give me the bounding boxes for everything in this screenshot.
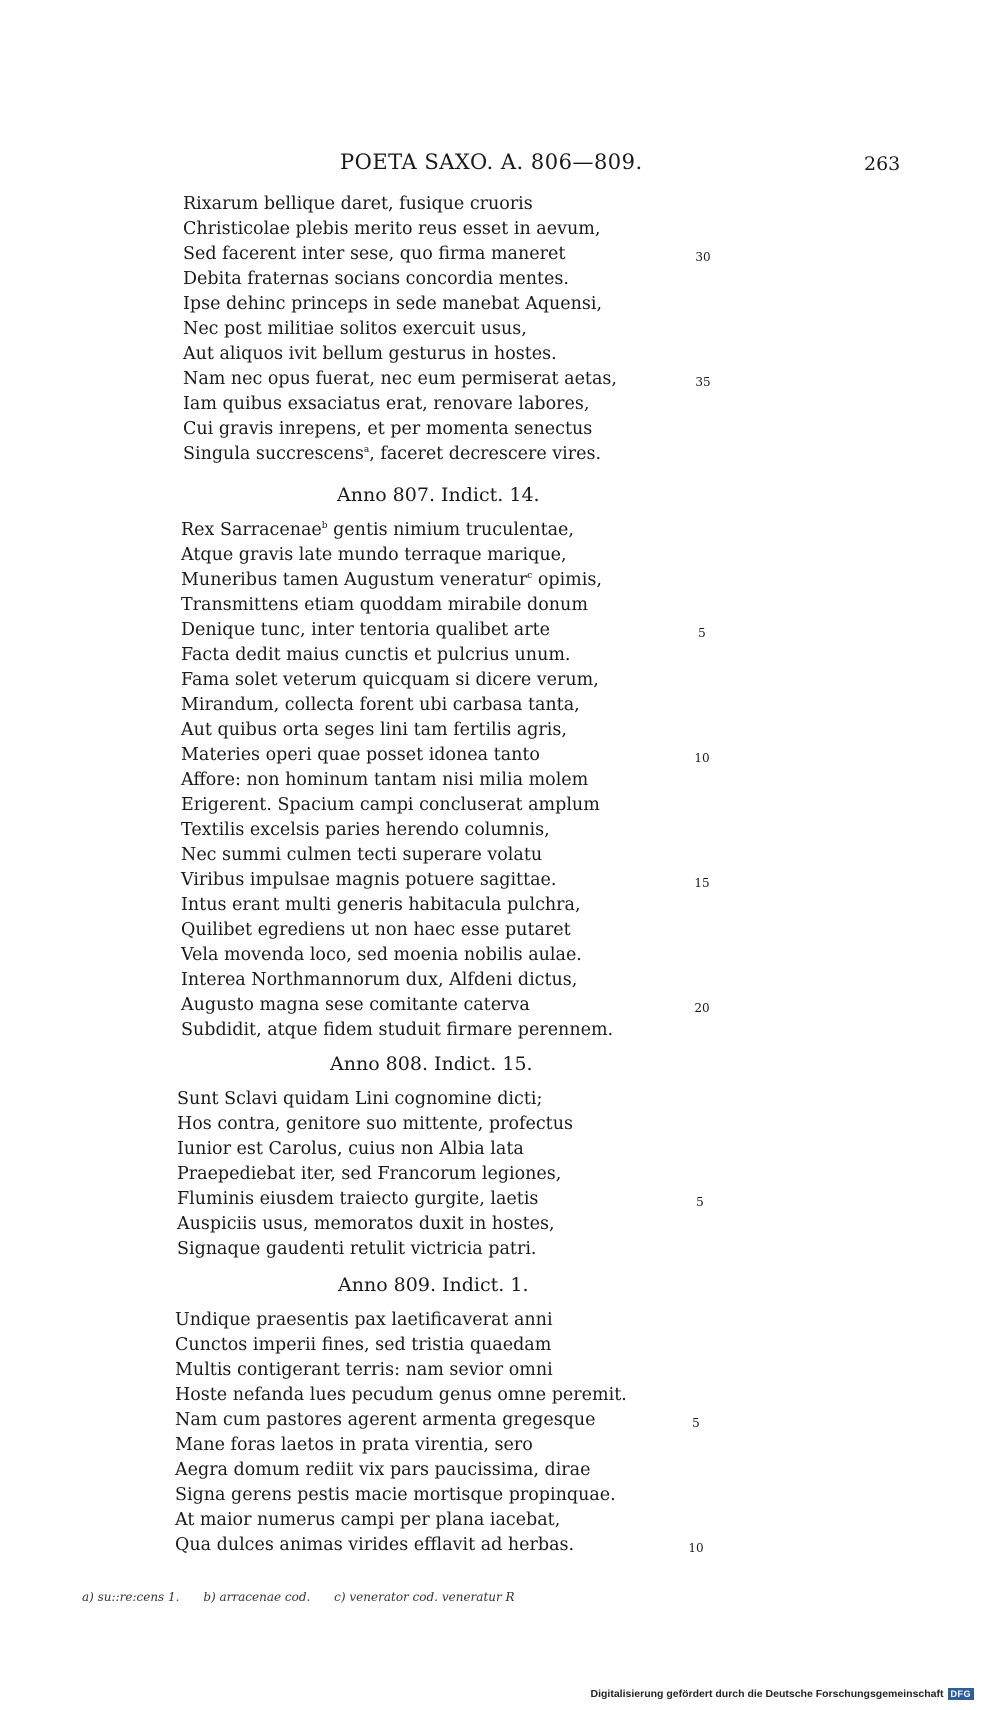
verse-text: Viribus impulsae magnis potuere sagittae. xyxy=(181,870,557,890)
verse-text: Intus erant multi generis habitacula pulchra, xyxy=(181,895,581,915)
verse-line xyxy=(0,568,1000,593)
verse-line xyxy=(0,267,1000,292)
verse-line xyxy=(0,217,1000,242)
verse-text: Nec post militiae solitos exercuit usus, xyxy=(183,319,527,339)
verse-block-808 xyxy=(0,1087,1000,1262)
verse-line xyxy=(0,1533,1000,1558)
verse-line xyxy=(0,693,1000,718)
verse-text: Christicolae plebis merito reus esset in aevum, xyxy=(183,219,601,239)
verse-line xyxy=(0,768,1000,793)
verse-text: Materies operi quae posset idonea tanto xyxy=(181,745,540,765)
verse-text: Atque gravis late mundo terraque marique, xyxy=(181,545,567,565)
verse-text: Vela movenda loco, sed moenia nobilis aulae. xyxy=(181,945,582,965)
verse-text: Erigerent. Spacium campi concluserat amplum xyxy=(181,795,600,815)
footnotes xyxy=(82,1590,535,1604)
line-number: 30 xyxy=(695,250,711,264)
verse-line xyxy=(0,317,1000,342)
line-number: 10 xyxy=(694,751,710,765)
verse-text: Textilis excelsis paries herendo columnis, xyxy=(181,820,550,840)
verse-text: Subdidit, atque fidem studuit firmare perennem. xyxy=(181,1020,614,1040)
verse-line xyxy=(0,543,1000,568)
verse-line xyxy=(0,1018,1000,1043)
verse-text: Debita fraternas socians concordia mentes. xyxy=(183,269,569,289)
line-number: 15 xyxy=(694,876,710,890)
verse-text: Ipse dehinc princeps in sede manebat Aquensi, xyxy=(183,294,603,314)
verse-text: Affore: non hominum tantam nisi milia molem xyxy=(181,770,589,790)
verse-text: Rex Sarracenae$^b$ gentis nimium truculentae, xyxy=(181,520,574,540)
verse-text: Mirandum, collecta forent ubi carbasa tanta, xyxy=(181,695,580,715)
verse-line xyxy=(0,993,1000,1018)
verse-text: Singula succrescens$^a$, faceret decrescere vires. xyxy=(183,444,602,464)
verse-line xyxy=(0,1112,1000,1137)
verse-line xyxy=(0,668,1000,693)
page-number: 263 xyxy=(864,153,901,175)
verse-text: Signa gerens pestis macie mortisque propinquae. xyxy=(175,1485,616,1505)
verse-text: Aegra domum rediit vix pars paucissima, dirae xyxy=(175,1460,591,1480)
heading-anno-807: Anno 807. Indict. 14. xyxy=(337,484,540,506)
verse-text: Qua dulces animas virides efflavit ad herbas. xyxy=(175,1535,575,1555)
verse-line xyxy=(0,593,1000,618)
verse-text: Sunt Sclavi quidam Lini cognomine dicti; xyxy=(177,1089,543,1109)
verse-line xyxy=(0,868,1000,893)
footnote-a: a) su::re:cens 1. xyxy=(82,1590,180,1604)
verse-line xyxy=(0,743,1000,768)
verse-text: Iunior est Carolus, cuius non Albia lata xyxy=(177,1139,524,1159)
verse-line xyxy=(0,1162,1000,1187)
verse-text: Aut aliquos ivit bellum gesturus in hostes. xyxy=(183,344,557,364)
verse-text: Cunctos imperii fines, sed tristia quaedam xyxy=(175,1335,552,1355)
verse-line xyxy=(0,918,1000,943)
footnote-marker: b xyxy=(321,521,328,532)
verse-line xyxy=(0,1508,1000,1533)
verse-text: Quilibet egrediens ut non haec esse putaret xyxy=(181,920,571,940)
verse-line xyxy=(0,1358,1000,1383)
line-number: 35 xyxy=(695,375,711,389)
verse-line xyxy=(0,292,1000,317)
verse-text: Nam cum pastores agerent armenta gregesque xyxy=(175,1410,596,1430)
verse-text: Undique praesentis pax laetificaverat anni xyxy=(175,1310,553,1330)
footnote-b: b) arracenae cod. xyxy=(203,1590,311,1604)
heading-anno-808: Anno 808. Indict. 15. xyxy=(330,1053,533,1075)
verse-text: Denique tunc, inter tentoria qualibet arte xyxy=(181,620,550,640)
verse-text: At maior numerus campi per plana iacebat, xyxy=(175,1510,561,1530)
credit-text: Digitalisierung gefördert durch die Deutsche Forschungsgemeinschaft xyxy=(590,1688,944,1700)
verse-text: Multis contigerant terris: nam sevior omni xyxy=(175,1360,553,1380)
verse-line xyxy=(0,1237,1000,1262)
verse-line xyxy=(0,818,1000,843)
verse-text: Aut quibus orta seges lini tam fertilis agris, xyxy=(181,720,567,740)
verse-text: Nam nec opus fuerat, nec eum permiserat aetas, xyxy=(183,369,617,389)
verse-line xyxy=(0,1458,1000,1483)
verse-line xyxy=(0,1212,1000,1237)
verse-text: Iam quibus exsaciatus erat, renovare labores, xyxy=(183,394,590,414)
verse-line xyxy=(0,1333,1000,1358)
verse-line xyxy=(0,943,1000,968)
verse-line xyxy=(0,1308,1000,1333)
footnote-c: c) venerator cod. veneratur R xyxy=(334,1590,515,1604)
line-number: 5 xyxy=(692,1416,700,1430)
verse-text: Hoste nefanda lues pecudum genus omne peremit. xyxy=(175,1385,627,1405)
verse-text: Augusto magna sese comitante caterva xyxy=(181,995,530,1015)
verse-text: Interea Northmannorum dux, Alfdeni dictus, xyxy=(181,970,578,990)
verse-text: Facta dedit maius cunctis et pulcrius unum. xyxy=(181,645,571,665)
verse-line xyxy=(0,417,1000,442)
verse-line xyxy=(0,718,1000,743)
verse-line xyxy=(0,1087,1000,1112)
verse-text: Cui gravis inrepens, et per momenta senectus xyxy=(183,419,593,439)
verse-text: Muneribus tamen Augustum veneratur$^c$ opimis, xyxy=(181,570,602,590)
verse-line xyxy=(0,1408,1000,1433)
verse-line xyxy=(0,1483,1000,1508)
verse-line xyxy=(0,342,1000,367)
verse-text: Transmittens etiam quoddam mirabile donum xyxy=(181,595,588,615)
verse-text: Fama solet veterum quicquam si dicere verum, xyxy=(181,670,599,690)
verse-text: Praepediebat iter, sed Francorum legiones, xyxy=(177,1164,562,1184)
verse-block-intro xyxy=(0,192,1000,467)
verse-line xyxy=(0,1383,1000,1408)
verse-line xyxy=(0,1433,1000,1458)
verse-line xyxy=(0,1187,1000,1212)
verse-text: Nec summi culmen tecti superare volatu xyxy=(181,845,543,865)
verse-text: Mane foras laetos in prata virentia, sero xyxy=(175,1435,533,1455)
line-number: 20 xyxy=(694,1001,710,1015)
verse-text: Sed facerent inter sese, quo firma maneret xyxy=(183,244,566,264)
verse-block-807 xyxy=(0,518,1000,1043)
verse-text: Fluminis eiusdem traiecto gurgite, laetis xyxy=(177,1189,539,1209)
verse-text: Rixarum bellique daret, fusique cruoris xyxy=(183,194,533,214)
verse-line xyxy=(0,968,1000,993)
heading-anno-809: Anno 809. Indict. 1. xyxy=(338,1274,529,1296)
verse-line xyxy=(0,893,1000,918)
verse-line xyxy=(0,518,1000,543)
digitization-credit xyxy=(591,1688,974,1700)
verse-line xyxy=(0,618,1000,643)
running-header: POETA SAXO. A. 806—809. xyxy=(340,150,643,174)
verse-text: Hos contra, genitore suo mittente, profectus xyxy=(177,1114,573,1134)
dfg-logo: DFG xyxy=(948,1688,975,1700)
verse-block-809 xyxy=(0,1308,1000,1558)
footnote-marker: a xyxy=(363,445,370,456)
verse-line xyxy=(0,843,1000,868)
verse-text: Auspiciis usus, memoratos duxit in hostes, xyxy=(177,1214,555,1234)
verse-line xyxy=(0,793,1000,818)
verse-line xyxy=(0,392,1000,417)
line-number: 10 xyxy=(688,1541,704,1555)
verse-line xyxy=(0,192,1000,217)
footnote-marker: c xyxy=(527,571,533,582)
verse-line xyxy=(0,1137,1000,1162)
line-number: 5 xyxy=(696,1195,704,1209)
verse-text: Signaque gaudenti retulit victricia patri. xyxy=(177,1239,537,1259)
verse-line xyxy=(0,242,1000,267)
verse-line xyxy=(0,442,1000,467)
verse-line xyxy=(0,367,1000,392)
line-number: 5 xyxy=(698,626,706,640)
verse-line xyxy=(0,643,1000,668)
